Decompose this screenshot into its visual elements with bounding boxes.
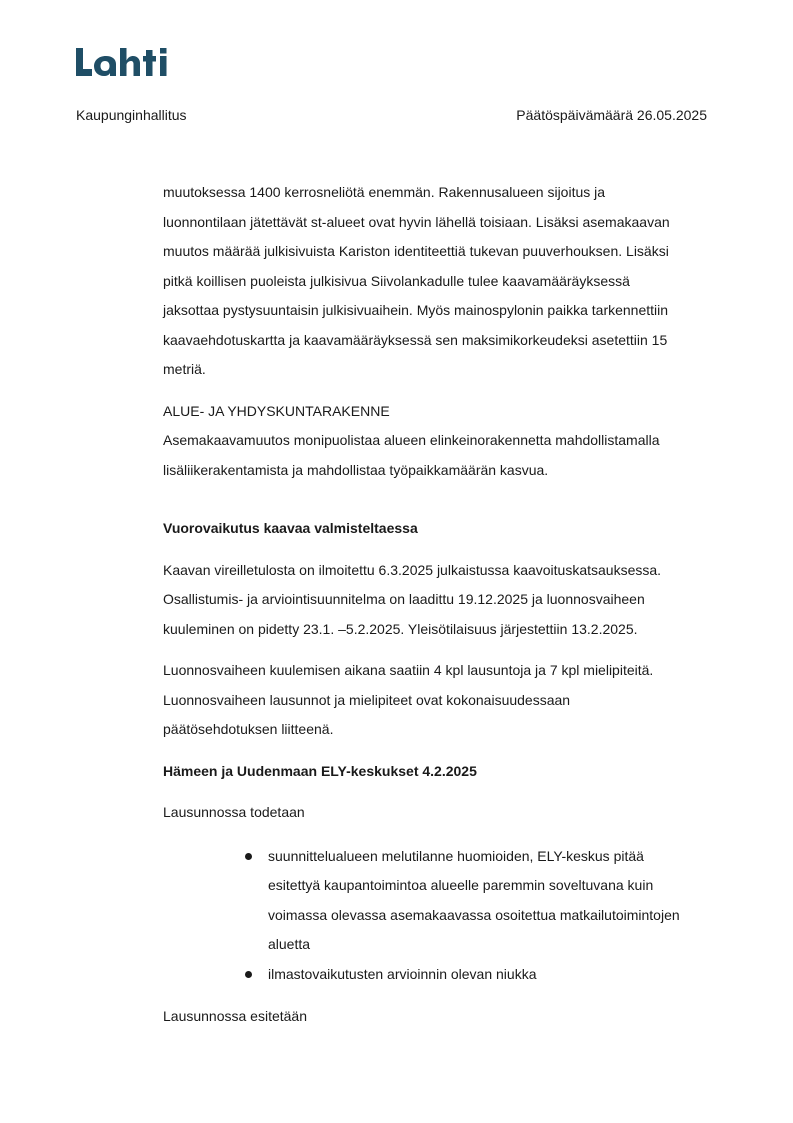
interaction-heading: Vuorovaikutus kaavaa valmisteltaessa — [163, 520, 418, 536]
statement-proposes: Lausunnossa esitetään — [163, 1008, 307, 1024]
text-line: kaavaehdotuskartta ja kaavamääräyksessä sen maksimikorkeudeksi asetettiin 15 — [163, 331, 668, 348]
ely-heading: Hämeen ja Uudenmaan ELY-keskukset 4.2.2025 — [163, 762, 477, 779]
text-line: esitettyä kaupantoimintoa alueelle paremmin soveltuvana kuin — [268, 877, 654, 893]
text-line: metriä. — [163, 361, 206, 377]
text-line: jaksottaa pystysuuntaisin julkisivuaihein. Myös mainospylonin paikka tarkennettiin — [163, 302, 669, 318]
text-line: suunnittelualueen melutilanne huomioiden, ELY-keskus pitää — [268, 847, 644, 864]
text-line: Osallistumis- ja arviointisuunnitelma on laadittu 19.12.2025 ja luonnosvaiheen — [163, 591, 645, 607]
text-line: lisäliikerakentamista ja mahdollistaa työpaikkamäärän kasvua. — [163, 461, 549, 478]
bullet-icon — [245, 971, 252, 978]
statement-states: Lausunnossa todetaan — [163, 804, 305, 820]
text-line: Asemakaavamuutos monipuolistaa alueen elinkeinorakennetta mahdollistamalla — [163, 432, 660, 448]
text-line: Luonnosvaiheen lausunnot ja mielipiteet ovat kokonaisuudessaan — [163, 691, 571, 708]
intro-paragraph — [163, 178, 715, 385]
lahti-logo — [76, 44, 168, 84]
text-line: Luonnosvaiheen kuulemisen aikana saatiin 4 kpl lausuntoja ja 7 kpl mielipiteitä. — [163, 662, 654, 678]
text-line: voimassa olevassa asemakaavassa osoitettua matkailutoimintojen — [268, 906, 680, 923]
list-item — [268, 960, 715, 990]
document-body — [163, 178, 715, 1032]
organization-name: Kaupunginhallitus — [76, 107, 187, 123]
statement-list — [268, 842, 715, 990]
text-line: kuuleminen on pidetty 23.1. –5.2.2025. Yleisötilaisuus järjestettiin 13.2.2025. — [163, 620, 638, 637]
area-heading: ALUE- JA YHDYSKUNTARAKENNE — [163, 402, 390, 419]
text-line: pitkä koillisen puoleista julkisivua Siivolankadulle tulee kaavamääräyksessä — [163, 272, 630, 289]
list-item — [268, 842, 715, 960]
area-paragraph — [163, 426, 715, 485]
interaction-paragraph — [163, 556, 715, 645]
bullet-icon — [245, 853, 252, 860]
text-line: luonnontilaan jätettävät st-alueet ovat hyvin lähellä toisiaan. Lisäksi asemakaavan — [163, 213, 670, 230]
text-line: muutos määrää julkisivuista Kariston identiteettiä tukevan puuverhouksen. Lisäksi — [163, 243, 669, 259]
draft-paragraph — [163, 656, 715, 745]
text-line: muutoksessa 1400 kerrosneliötä enemmän. Rakennusalueen sijoitus ja — [163, 184, 606, 200]
text-line: päätösehdotuksen liitteenä. — [163, 721, 334, 737]
decision-date: Päätöspäivämäärä 26.05.2025 — [516, 107, 707, 123]
text-line: Kaavan vireilletulosta on ilmoitettu 6.3.2025 julkaistussa kaavoituskatsauksessa. — [163, 561, 662, 578]
text-line: ilmastovaikutusten arvioinnin olevan niukka — [268, 965, 537, 982]
text-line: aluetta — [268, 936, 311, 952]
